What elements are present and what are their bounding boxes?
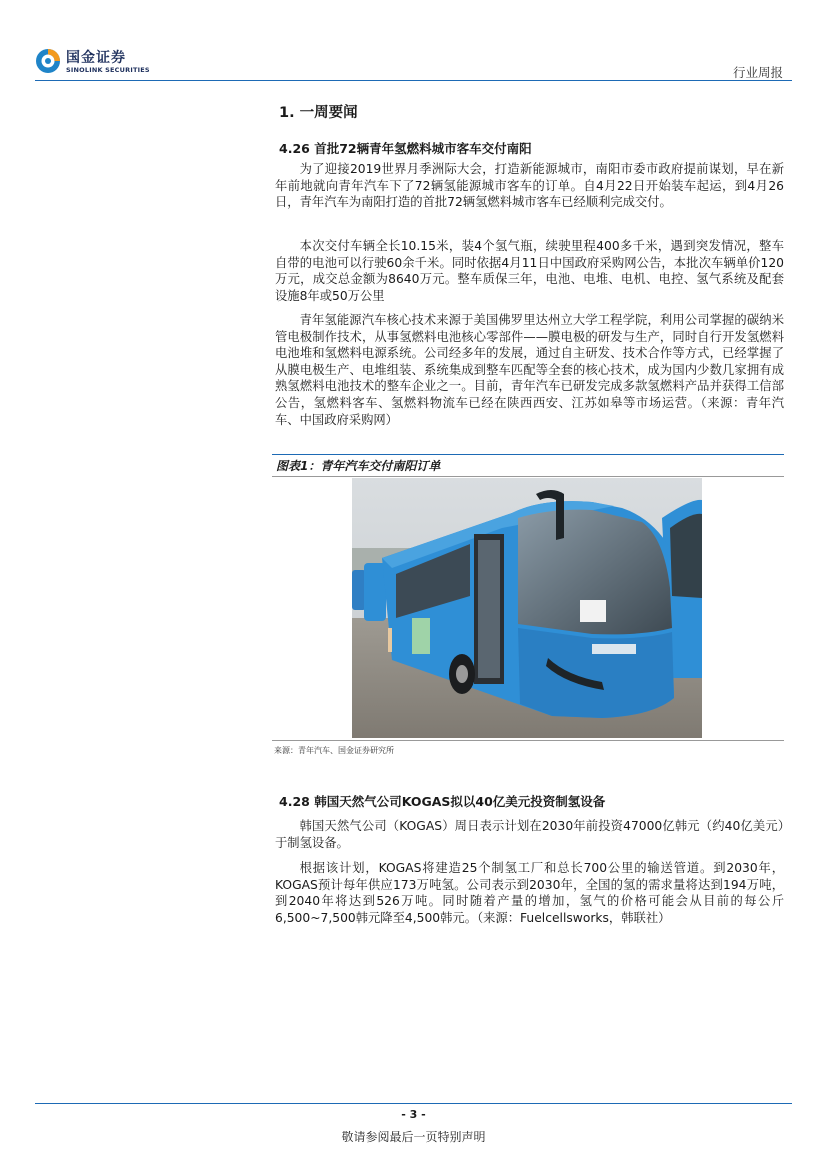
header-divider [35, 80, 792, 81]
news-title: 4.28 韩国天然气公司KOGAS拟以40亿美元投资制氢设备 [279, 794, 606, 809]
bus-photo [352, 478, 702, 738]
figure-bottom-rule [272, 740, 784, 741]
report-type-label: 行业周报 [732, 65, 783, 80]
news-paragraph: 青年氢能源汽车核心技术来源于美国佛罗里达州立大学工程学院，利用公司掌握的碳纳米管电极制作技术，从事氢燃料电池核心零部件——膜电极的研发与生产，同时自行开发氢燃料电池堆和氢燃料电源系统。公司经多年的发展，通过自主研发、技术合作等方式，已经掌握了从膜电极生产、电堆组装、系统集成到整车匹配等全套的核心技术，成为国内少数几家拥有成熟氢燃料电池技术的整车企业之一。目前，青年汽车已研发完成多款氢燃料产品并获得工信部公告，氢燃料客车、氢燃料物流车已经在陕西西安、江苏如皋等市场运营。（来源：青年汽车、中国政府采购网） [275, 313, 784, 427]
logo-text-cn: 国金证券 [66, 50, 126, 66]
disclaimer-link[interactable]: 敬请参阅最后一页特别声明 [341, 1130, 486, 1144]
logo-text-en: SINOLINK SECURITIES [66, 66, 150, 74]
news-title: 4.26 首批72辆青年氢燃料城市客车交付南阳 [279, 141, 532, 156]
figure-top-rule [272, 454, 784, 455]
figure-caption-rule [272, 476, 784, 477]
footer-divider [35, 1103, 792, 1104]
figure-source: 来源：青年汽车、国金证券研究所 [274, 746, 394, 755]
news-paragraph: 根据该计划，KOGAS将建造25个制氢工厂和总长700公里的输送管道。到2030年，KOGAS预计每年供应173万吨氢。公司表示到2030年，全国的氢的需求量将达到194万吨，到2040年将达到526万吨。同时随着产量的增加，氢气的价格可能会从目前的每公斤6,500~7,500韩元降至4,500韩元。（来源：Fuelcellsworks，韩联社） [275, 861, 784, 925]
section-title: 1. 一周要闻 [279, 105, 358, 121]
page-number: - 3 - [401, 1108, 426, 1121]
figure-caption: 图表1：青年汽车交付南阳订单 [276, 459, 441, 473]
news-paragraph: 本次交付车辆全长10.15米，装4个氢气瓶，续驶里程400多千米，遇到突发情况，整车自带的电池可以行驶60余千米。同时依据4月11日中国政府采购网公告，本批次车辆单价120万元，成交总金额为8640万元。整车质保三年，电池、电堆、电机、电控、氢气系统及配套设施8年或50万公里 [275, 239, 784, 303]
news-paragraph: 韩国天然气公司（KOGAS）周日表示计划在2030年前投资47000亿韩元（约40亿美元）于制氢设备。 [275, 819, 784, 850]
news-paragraph: 为了迎接2019世界月季洲际大会，打造新能源城市，南阳市委市政府提前谋划，早在新年前地就向青年汽车下了72辆氢能源城市客车的订单。自4月22日开始装车起运，到4月26日，青年汽车为南阳打造的首批72辆氢燃料城市客车已经顺利完成交付。 [275, 162, 784, 210]
sinolink-logo-icon [35, 48, 61, 74]
